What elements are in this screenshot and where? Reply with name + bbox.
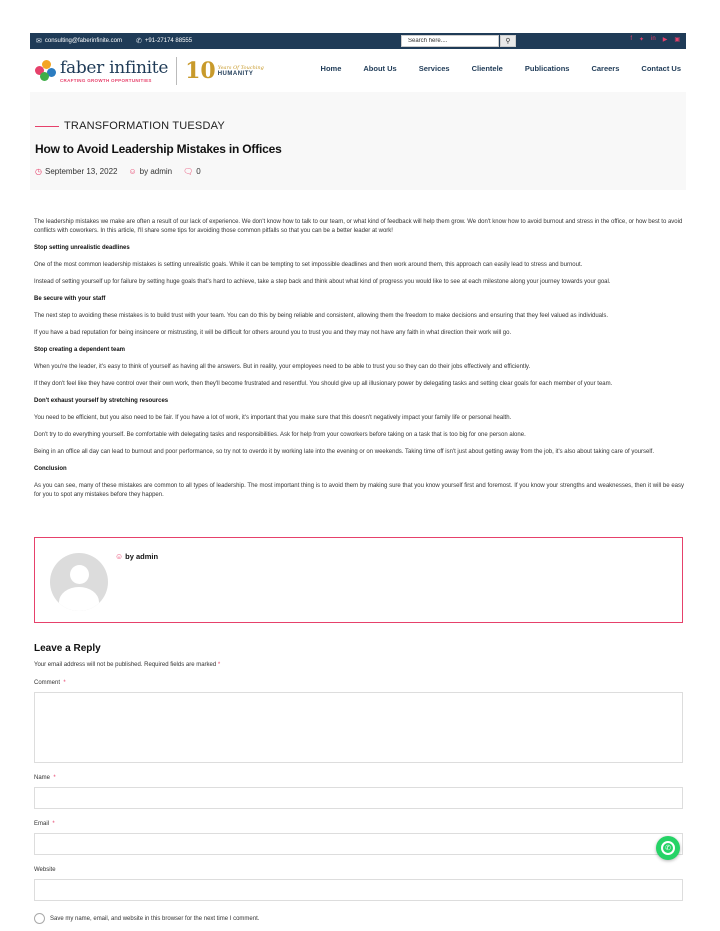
heading-exhaust: Don't exhaust yourself by stretching resources	[34, 398, 169, 404]
post-author[interactable]	[128, 167, 172, 176]
twitter-icon[interactable]: ✦	[639, 37, 645, 43]
logo-divider	[176, 57, 177, 85]
anniversary-number: 10	[185, 58, 216, 84]
nav-clientele[interactable]: Clientele	[471, 64, 503, 73]
social-links	[630, 36, 680, 43]
linkedin-icon[interactable]: in	[651, 36, 656, 42]
email-contact[interactable]	[36, 37, 122, 45]
phone-icon: ✆	[136, 38, 142, 45]
post-date-text[interactable]: September 13, 2022	[44, 167, 118, 176]
post-comments[interactable]	[183, 167, 201, 176]
paragraph: One of the most common leadership mistakes is setting unrealistic goals. While it can be tempting to set impossible deadlines and then work around them, this approach can easily lead to stress and burnout.	[34, 262, 583, 268]
nav-about-us[interactable]: About Us	[363, 64, 397, 73]
nav-contact-us[interactable]: Contact Us	[641, 64, 681, 73]
paragraph-intro: The leadership mistakes we make are often a result of our lack of experience. We don't know how to talk to our team, or what kind of feedback will help them grow. We don't know how to avoid burnout and stress in the office, or how best to avoid conflicts with coworkers. In this article, I'll share some tips for avoiding those common pitfalls so that you can be a better leader at work!	[34, 219, 683, 234]
email-field[interactable]	[34, 833, 683, 855]
anniversary-line2: HUMANITY	[217, 71, 254, 77]
category-text[interactable]: TRANSFORMATION TUESDAY	[64, 120, 225, 132]
consent-row	[34, 913, 684, 924]
paragraph: Being in an office all day can lead to burnout and poor performance, so try not to overdo it by working late into the evening or on weekends. Taking time off isn't just about getting away from the job, it's also about taking care of yourself.	[34, 449, 654, 455]
paragraph: If you have a bad reputation for being insincere or mistrusting, it will be difficult for others around you to trust you and they may not have any faith in what direction their work will go.	[34, 330, 512, 336]
nav-home[interactable]: Home	[320, 64, 342, 73]
comment-label: Comment *	[34, 680, 66, 686]
consent-checkbox[interactable]	[34, 913, 45, 924]
user-icon: ☺	[128, 167, 137, 176]
post-date[interactable]	[35, 167, 117, 176]
comment-textarea[interactable]	[34, 692, 683, 763]
site-logo[interactable]	[35, 55, 264, 87]
website-label: Website	[34, 867, 56, 873]
website-field[interactable]	[34, 879, 683, 901]
email-text[interactable]: consulting@faberinfinite.com	[44, 38, 123, 44]
post-hero	[30, 92, 686, 190]
avatar	[50, 553, 108, 611]
logo-name: faber infinite	[60, 57, 169, 78]
post-comments-count[interactable]: 0	[196, 167, 201, 176]
post-meta	[35, 167, 212, 176]
paragraph-conclusion: As you can see, many of these mistakes are common to all types of leadership. The most important thing is to avoid them by making sure that you know yourself first and foremost. If you know your strengths and weaknesses, then it will be easy for you to spot any mistakes before they happen.	[34, 483, 684, 498]
heading-conclusion: Conclusion	[34, 466, 67, 472]
envelope-icon: ✉	[36, 38, 42, 45]
paragraph: Instead of setting yourself up for failure by setting huge goals that's hard to achieve, take a step back and think about what kind of progress you would like to see at each milestone along your journey towards your goal.	[34, 279, 611, 285]
anniversary-badge	[185, 60, 264, 82]
search-button[interactable]	[500, 35, 516, 47]
whatsapp-icon: ✆	[661, 841, 675, 855]
heading-deadlines: Stop setting unrealistic deadlines	[34, 245, 130, 251]
logo-mark-icon	[35, 60, 57, 82]
post-author-text[interactable]: by admin	[139, 167, 173, 176]
post-content	[34, 218, 684, 508]
phone-text[interactable]: +91-27174 88555	[144, 38, 193, 44]
paragraph: You need to be efficient, but you also need to be fair. If you have a lot of work, it's important that you make sure that this doesn't negatively impact your family life or personal health.	[34, 415, 512, 421]
paragraph: The next step to avoiding these mistakes is to build trust with your team. You can do this by being reliable and consistent, allowing them the freedom to make decisions and ensuring that they feel valued as individuals.	[34, 313, 608, 319]
paragraph: If they don't feel like they have control over their own work, then they'll become frustrated and resentful. You should give up all illusionary power by delegating tasks and setting clear goals for each member of your team.	[34, 381, 613, 387]
facebook-icon[interactable]: f	[630, 36, 632, 42]
nav-services[interactable]: Services	[418, 64, 450, 73]
search-input[interactable]	[401, 35, 499, 47]
heading-secure-staff: Be secure with your staff	[34, 296, 106, 302]
paragraph: When you're the leader, it's easy to think of yourself as having all the answers. But in reality, your employees need to be able to trust you so they can do their jobs effectively and efficiently.	[34, 364, 531, 370]
email-label: Email *	[34, 821, 55, 827]
paragraph: Don't try to do everything yourself. Be comfortable with delegating tasks and responsibilities. Ask for help from your coworkers before taking on a task that is too big for one person alone.	[34, 432, 526, 438]
instagram-icon[interactable]: ▣	[674, 37, 680, 43]
reply-note: Your email address will not be published. Required fields are marked *	[34, 662, 221, 668]
post-title: How to Avoid Leadership Mistakes in Offices	[35, 142, 282, 156]
heading-dependent-team: Stop creating a dependent team	[34, 347, 126, 353]
site-header	[30, 52, 686, 90]
main-nav	[299, 64, 681, 73]
author-name-text[interactable]: by admin	[125, 552, 159, 561]
comment-form	[34, 643, 684, 924]
phone-contact[interactable]	[136, 37, 192, 45]
comment-icon: 🗨	[183, 167, 194, 176]
name-label: Name *	[34, 775, 56, 781]
user-icon: ☺	[115, 552, 124, 561]
search-icon: ⚲	[505, 38, 511, 45]
search-form	[401, 35, 546, 47]
name-field[interactable]	[34, 787, 683, 809]
logo-tagline: CRAFTING GROWTH OPPORTUNITIES	[60, 77, 152, 83]
youtube-icon[interactable]: ▶	[662, 37, 668, 43]
consent-text: Save my name, email, and website in this browser for the next time I comment.	[50, 915, 260, 922]
author-name[interactable]	[115, 552, 158, 561]
whatsapp-button[interactable]	[656, 836, 680, 860]
clock-icon: ◷	[35, 167, 42, 176]
nav-careers[interactable]: Careers	[591, 64, 620, 73]
top-bar	[30, 33, 686, 49]
category-line	[35, 126, 59, 127]
nav-publications[interactable]: Publications	[524, 64, 570, 73]
reply-title: Leave a Reply	[34, 643, 101, 654]
anniversary-line1: Years Of Touching	[217, 65, 264, 71]
post-category[interactable]	[35, 120, 225, 132]
author-box	[34, 537, 683, 623]
